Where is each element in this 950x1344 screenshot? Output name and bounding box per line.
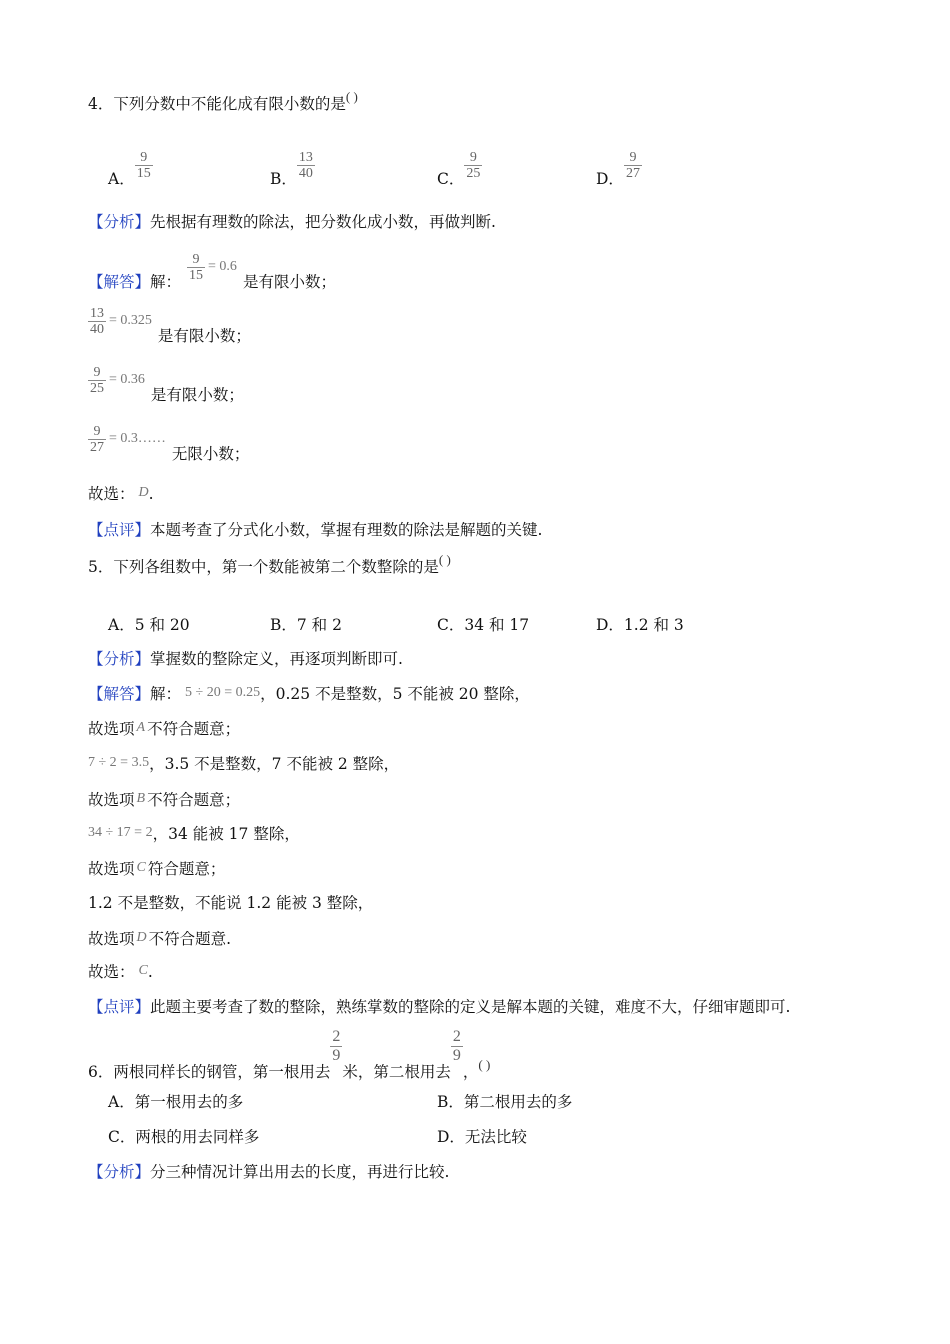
analysis-tag: 【分析】 bbox=[88, 1163, 151, 1181]
q5-stem-text: 5．下列各组数中，第一个数能被第二个数整除的是 bbox=[88, 558, 439, 576]
q5-stem bbox=[88, 552, 451, 578]
verdict-suffix: 不符合题意； bbox=[147, 791, 241, 809]
fraction bbox=[88, 306, 106, 337]
fraction bbox=[624, 150, 642, 181]
choose-suffix: . bbox=[147, 963, 153, 981]
q4-answer-step-2 bbox=[88, 306, 251, 345]
analysis-tag: 【分析】 bbox=[88, 213, 151, 231]
equation: 34 ÷ 17 = 2 bbox=[88, 825, 153, 840]
option-letter: B． bbox=[270, 169, 297, 188]
verdict-prefix: 故选项 bbox=[88, 720, 135, 738]
analysis-text: 分三种情况计算出用去的长度，再进行比较. bbox=[150, 1163, 450, 1181]
choose-letter: D bbox=[138, 485, 149, 500]
verdict-prefix: 故选项 bbox=[88, 860, 135, 878]
q5-answer-paren: ( ) bbox=[438, 552, 451, 567]
numerator: 9 bbox=[140, 150, 148, 165]
q5-option-c-verdict bbox=[88, 859, 225, 881]
q5-option-b-verdict bbox=[88, 790, 240, 812]
option-letter: A． bbox=[108, 169, 135, 188]
q6-option-d: D．无法比较 bbox=[437, 1128, 527, 1146]
analysis-tag: 【分析】 bbox=[88, 650, 151, 668]
result: = 0.6 bbox=[208, 258, 237, 274]
answer-lead: 解： bbox=[150, 685, 182, 703]
result: = 0.3…… bbox=[109, 430, 166, 446]
comment-text: 本题考查了分式化小数，掌握有理数的除法是解题的关键. bbox=[150, 521, 543, 539]
comment-tag: 【点评】 bbox=[88, 521, 151, 539]
q5-choose bbox=[88, 962, 153, 984]
verdict-prefix: 故选项 bbox=[88, 791, 135, 809]
q6-stem bbox=[88, 1028, 491, 1081]
denominator: 40 bbox=[90, 322, 104, 337]
q4-choose bbox=[88, 484, 154, 506]
equation-text: ，0.25 不是整数，5 不能被 20 整除， bbox=[260, 685, 530, 703]
numerator: 9 bbox=[93, 365, 101, 380]
q5-option-b: B．7 和 2 bbox=[270, 616, 342, 634]
q6-option-c: C．两根的用去同样多 bbox=[108, 1128, 260, 1146]
numerator: 9 bbox=[93, 424, 101, 439]
choose-suffix: . bbox=[148, 485, 154, 503]
option-letter: D． bbox=[596, 169, 624, 188]
numerator: 9 bbox=[629, 150, 637, 165]
comment-text: 此题主要考查了数的整除，熟练掌数的整除的定义是解本题的关键，难度不大，仔细审题即可. bbox=[150, 998, 791, 1016]
verdict-prefix: 故选项 bbox=[88, 930, 135, 948]
equation-text: ，34 能被 17 整除， bbox=[152, 825, 300, 843]
verdict-suffix: 符合题意； bbox=[147, 860, 226, 878]
denominator: 40 bbox=[298, 166, 313, 181]
equation-text: ，3.5 不是整数，7 不能被 2 整除， bbox=[149, 755, 400, 773]
comment-tag: 【点评】 bbox=[88, 998, 151, 1016]
step-text: 是有限小数； bbox=[242, 272, 336, 291]
q5-option-a: A．5 和 20 bbox=[108, 616, 190, 634]
q4-answer-paren: ( ) bbox=[345, 89, 358, 104]
fraction bbox=[464, 150, 482, 181]
q5-answer-eq1 bbox=[88, 684, 530, 706]
q4-stem-text: 4．下列分数中不能化成有限小数的是 bbox=[88, 95, 346, 113]
q5-comment bbox=[88, 997, 790, 1017]
denominator: 9 bbox=[332, 1047, 341, 1064]
q4-answer-step-4 bbox=[88, 424, 250, 463]
step-text: 是有限小数； bbox=[157, 326, 251, 345]
numerator: 2 bbox=[452, 1028, 461, 1045]
verdict-suffix: 不符合题意. bbox=[148, 930, 232, 948]
q6-analysis bbox=[88, 1162, 449, 1182]
step-text: 是有限小数； bbox=[150, 385, 244, 404]
q4-analysis bbox=[88, 212, 496, 232]
choose-prefix: 故选： bbox=[88, 963, 135, 981]
numerator: 9 bbox=[192, 252, 200, 267]
equation: 5 ÷ 20 = 0.25 bbox=[185, 685, 261, 700]
verdict-letter: C bbox=[136, 860, 146, 875]
q4-answer-step-3 bbox=[88, 365, 244, 404]
q4-option-d bbox=[596, 150, 642, 188]
fraction bbox=[135, 150, 153, 181]
denominator: 25 bbox=[466, 166, 481, 181]
fraction bbox=[330, 1028, 342, 1065]
denominator: 9 bbox=[452, 1047, 461, 1064]
equation: 7 ÷ 2 = 3.5 bbox=[88, 755, 150, 770]
analysis-text: 先根据有理数的除法，把分数化成小数，再做判断. bbox=[150, 213, 496, 231]
denominator: 27 bbox=[625, 166, 640, 181]
answer-tag: 【解答】 bbox=[88, 685, 151, 703]
analysis-text: 掌握数的整除定义，再逐项判断即可. bbox=[150, 650, 403, 668]
q6-stem-text-b: 米，第二根用去 bbox=[342, 1062, 451, 1081]
verdict-letter: B bbox=[136, 791, 146, 806]
q5-answer-eq3 bbox=[88, 824, 300, 846]
numerator: 13 bbox=[298, 150, 313, 165]
q5-analysis bbox=[88, 649, 403, 669]
choose-prefix: 故选： bbox=[88, 485, 135, 503]
q6-stem-text-a: 6．两根同样长的钢管，第一根用去 bbox=[88, 1062, 331, 1081]
q5-option-d: D．1.2 和 3 bbox=[596, 616, 684, 634]
q5-answer-eq2 bbox=[88, 754, 399, 776]
q6-stem-text-c: ， bbox=[462, 1062, 479, 1081]
numerator: 13 bbox=[90, 306, 104, 321]
fraction bbox=[88, 365, 106, 396]
denominator: 15 bbox=[189, 268, 204, 283]
numerator: 2 bbox=[332, 1028, 341, 1045]
q4-option-a bbox=[108, 150, 153, 188]
option-letter: C． bbox=[437, 169, 465, 188]
q6-answer-paren: ( ) bbox=[478, 1056, 491, 1072]
denominator: 15 bbox=[136, 166, 151, 181]
choose-letter: C bbox=[138, 963, 148, 978]
step-text: 无限小数； bbox=[171, 444, 250, 463]
q4-answer-step-1 bbox=[88, 252, 336, 291]
denominator: 25 bbox=[90, 381, 104, 396]
numerator: 9 bbox=[469, 150, 477, 165]
q6-option-b: B．第二根用去的多 bbox=[437, 1093, 573, 1111]
denominator: 27 bbox=[90, 440, 104, 455]
verdict-letter: D bbox=[136, 930, 147, 945]
result: = 0.36 bbox=[109, 371, 145, 387]
fraction bbox=[187, 252, 205, 283]
q6-option-a: A．第一根用去的多 bbox=[108, 1093, 244, 1111]
q4-comment bbox=[88, 520, 542, 540]
q5-option-c: C．34 和 17 bbox=[437, 616, 530, 634]
q5-option-a-verdict bbox=[88, 719, 240, 741]
fraction bbox=[88, 424, 106, 455]
q5-line-d: 1.2 不是整数，不能说 1.2 能被 3 整除， bbox=[88, 894, 374, 912]
answer-lead: 解： bbox=[150, 272, 182, 291]
fraction bbox=[451, 1028, 463, 1065]
verdict-letter: A bbox=[136, 720, 146, 735]
q4-option-c bbox=[437, 150, 482, 188]
q4-option-b bbox=[270, 150, 315, 188]
q4-stem bbox=[88, 89, 358, 115]
answer-tag: 【解答】 bbox=[88, 272, 151, 291]
fraction bbox=[297, 150, 315, 181]
q5-option-d-verdict bbox=[88, 929, 231, 951]
result: = 0.325 bbox=[109, 312, 152, 328]
verdict-suffix: 不符合题意； bbox=[147, 720, 241, 738]
